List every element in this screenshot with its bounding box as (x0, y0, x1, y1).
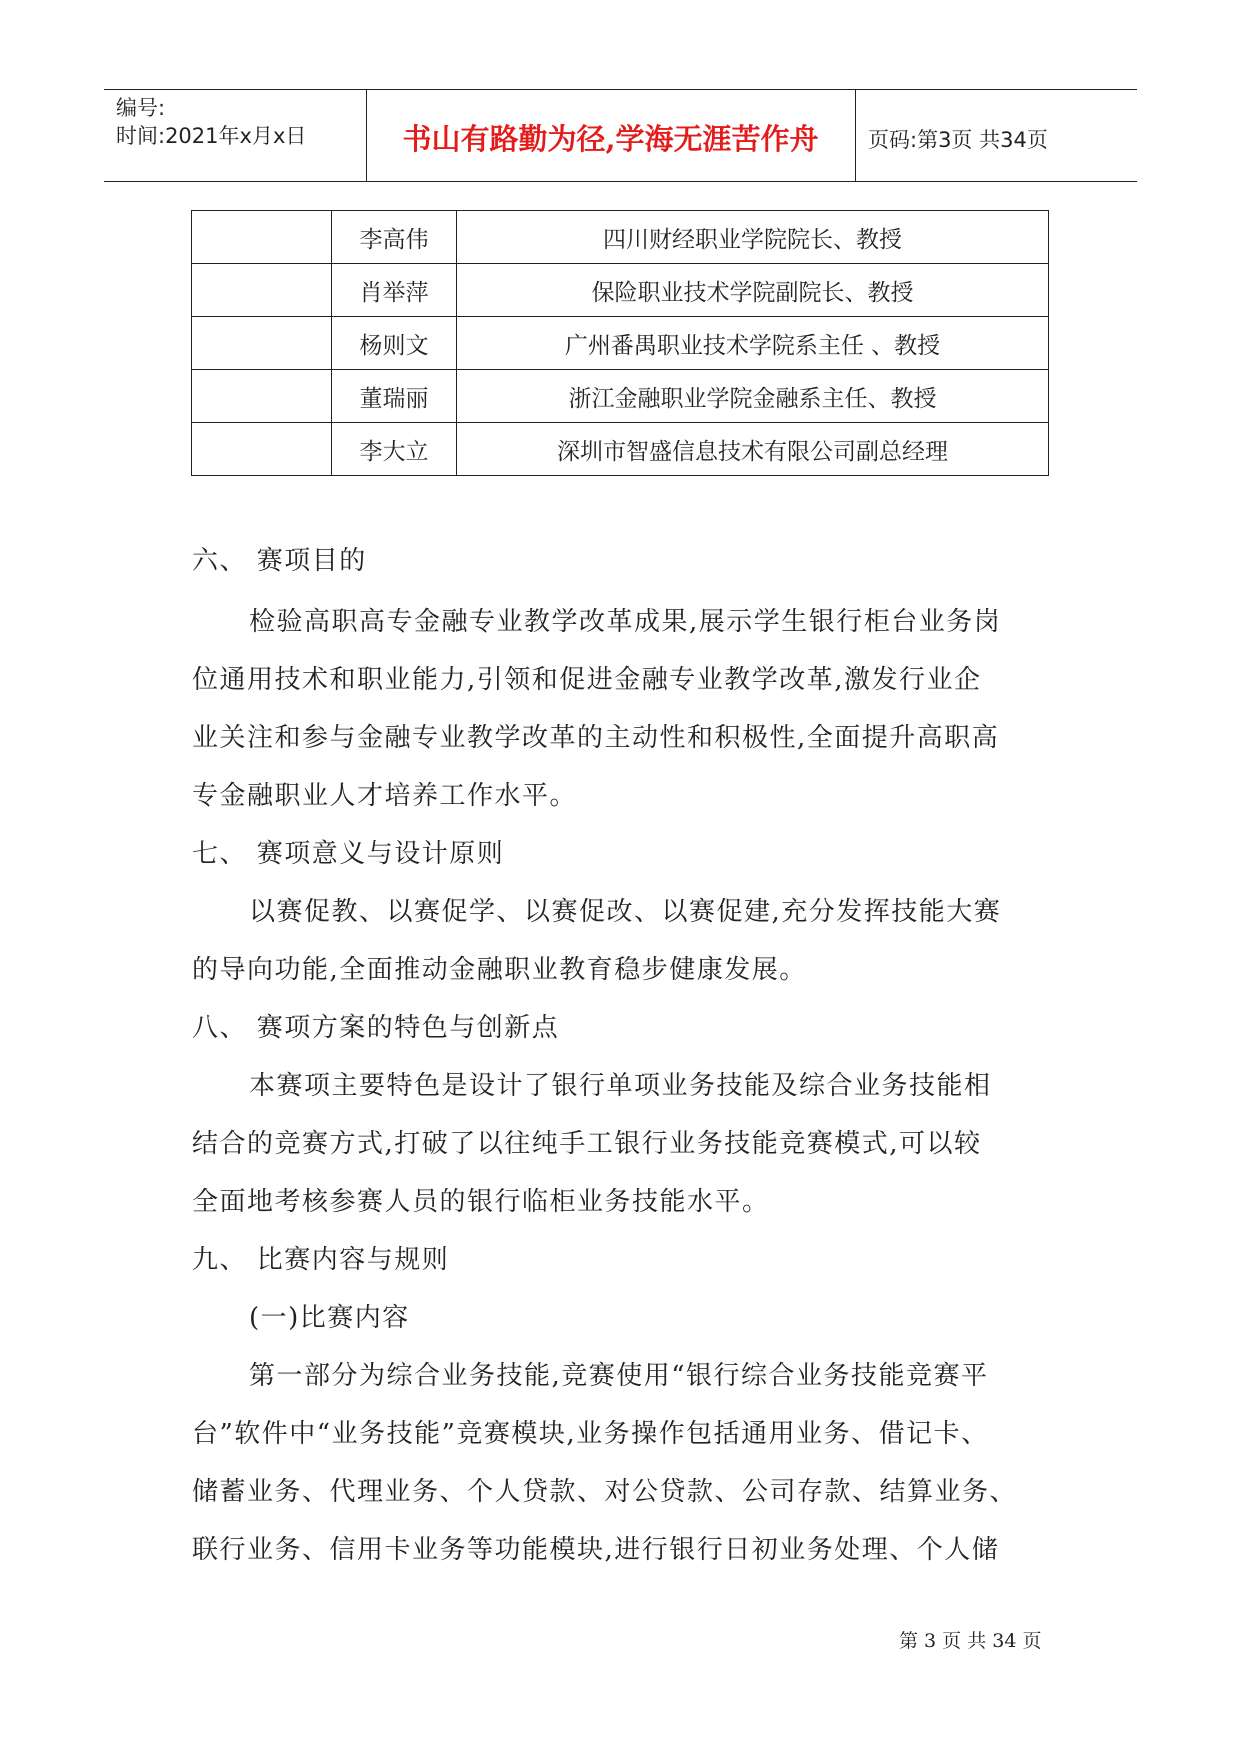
paragraph-line: 联行业务、信用卡业务等功能模块,进行银行日初业务处理、个人储 (192, 1535, 1000, 1565)
paragraph-line: 储蓄业务、代理业务、个人贷款、对公贷款、公司存款、结算业务、 (192, 1477, 1018, 1507)
table-cell-title: 广州番禺职业技术学院系主任 、教授 (457, 317, 1049, 370)
header-divider-right (855, 89, 856, 181)
paragraph-line: 以赛促教、以赛促学、以赛促改、以赛促建,充分发挥技能大赛 (249, 897, 1002, 927)
table-cell-name: 李高伟 (332, 211, 457, 264)
section-heading-6: 六、 赛项目的 (192, 546, 367, 576)
header-top-rule (104, 89, 1137, 90)
table-cell-title: 深圳市智盛信息技术有限公司副总经理 (457, 423, 1049, 476)
paragraph-line: 全面地考核参赛人员的银行临柜业务技能水平。 (192, 1187, 770, 1217)
header-bottom-rule (104, 181, 1137, 182)
header-motto: 书山有路勤为径,学海无涯苦作舟 (402, 122, 819, 156)
table-cell-role (192, 370, 332, 423)
table-cell-name: 杨则文 (332, 317, 457, 370)
table-cell-role (192, 317, 332, 370)
table-cell-title: 四川财经职业学院院长、教授 (457, 211, 1049, 264)
subsection-heading: (一)比赛内容 (249, 1303, 410, 1333)
header-number-label: 编号: (116, 96, 166, 120)
header-page-label: 页码:第3页 共34页 (868, 128, 1048, 152)
table-cell-title: 浙江金融职业学院金融系主任、教授 (457, 370, 1049, 423)
paragraph-line: 结合的竞赛方式,打破了以往纯手工银行业务技能竞赛模式,可以较 (192, 1129, 982, 1159)
table-row (192, 370, 1049, 423)
paragraph-line: 业关注和参与金融专业教学改革的主动性和积极性,全面提升高职高 (192, 723, 1000, 753)
footer-page-number: 第 3 页 共 34 页 (899, 1630, 1042, 1652)
section-heading-9: 九、 比赛内容与规则 (192, 1245, 450, 1275)
paragraph-line: 专金融职业人才培养工作水平。 (192, 781, 578, 811)
table-cell-name: 董瑞丽 (332, 370, 457, 423)
paragraph-line: 第一部分为综合业务技能,竞赛使用“银行综合业务技能竞赛平 (249, 1361, 989, 1391)
table-row (192, 423, 1049, 476)
table-cell-title: 保险职业技术学院副院长、教授 (457, 264, 1049, 317)
table-cell-name: 肖举萍 (332, 264, 457, 317)
paragraph-line: 位通用技术和职业能力,引领和促进金融专业教学改革,激发行业企 (192, 665, 982, 695)
section-heading-7: 七、 赛项意义与设计原则 (192, 839, 505, 869)
paragraph-line: 检验高职高专金融专业教学改革成果,展示学生银行柜台业务岗 (249, 607, 1002, 637)
table-cell-name: 李大立 (332, 423, 457, 476)
header-time-label: 时间:2021年x月x日 (116, 124, 307, 148)
table-row (192, 264, 1049, 317)
paragraph-line: 台”软件中“业务技能”竞赛模块,业务操作包括通用业务、借记卡、 (192, 1419, 989, 1449)
paragraph-line: 的导向功能,全面推动金融职业教育稳步健康发展。 (192, 955, 807, 985)
table-cell-role (192, 264, 332, 317)
section-heading-8: 八、 赛项方案的特色与创新点 (192, 1013, 560, 1043)
table-row (192, 211, 1049, 264)
paragraph-line: 本赛项主要特色是设计了银行单项业务技能及综合业务技能相 (249, 1071, 992, 1101)
table-cell-role (192, 423, 332, 476)
committee-table (191, 210, 1049, 476)
table-row (192, 317, 1049, 370)
table-cell-role (192, 211, 332, 264)
